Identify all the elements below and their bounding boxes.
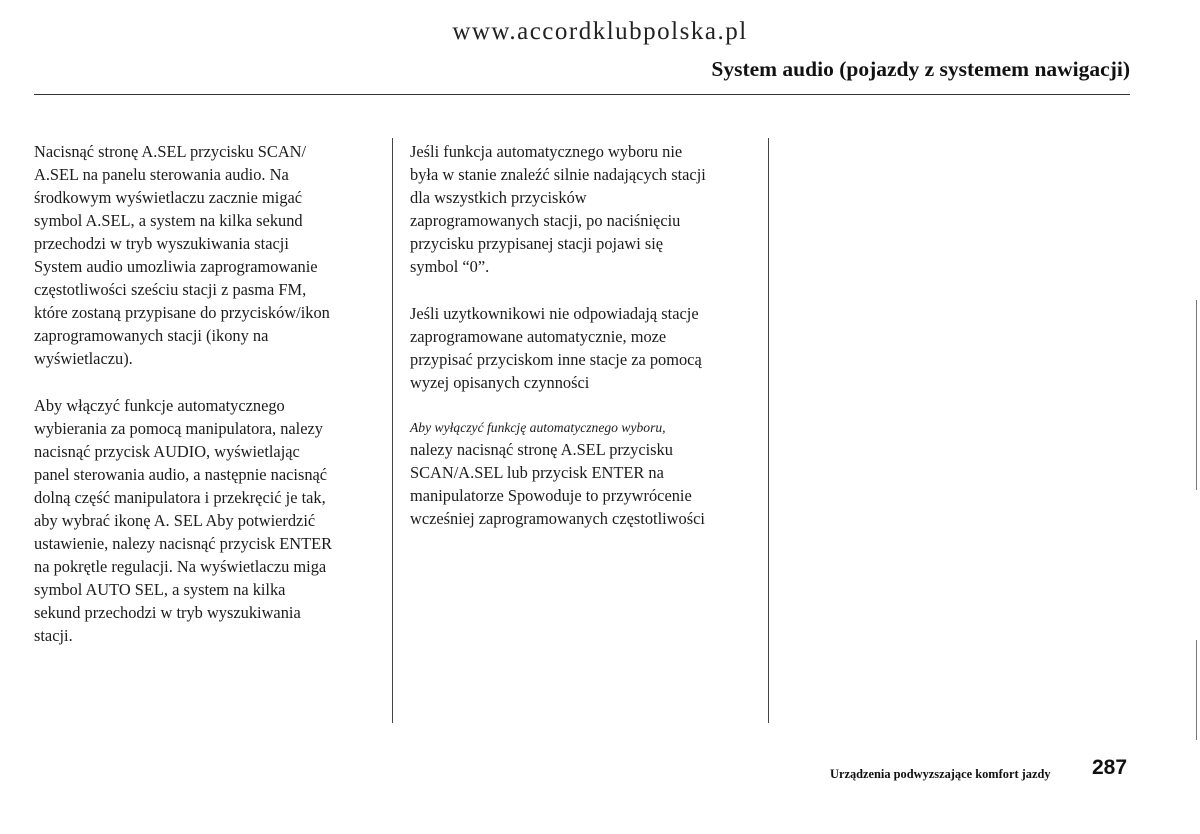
text-line: A.SEL na panelu sterowania audio. Na [34, 165, 289, 184]
title-rule [34, 94, 1130, 95]
page-title: System audio (pojazdy z systemem nawigacji) [711, 57, 1130, 81]
text-line: zaprogramowane automatycznie, moze [410, 327, 667, 346]
paragraph-auto-select-disable [410, 418, 760, 530]
paragraph-no-station-found [410, 140, 760, 278]
text-line: które zostaną przypisane do przycisków/ikon [34, 303, 330, 322]
text-line: symbol AUTO SEL, a system na kilka [34, 580, 286, 599]
text-line: symbol “0”. [410, 257, 490, 276]
text-line: dla wszystkich przycisków [410, 188, 587, 207]
text-line: wybierania za pomocą manipulatora, nalezy [34, 419, 323, 438]
italic-lead-text: Aby wyłączyć funkcję automatycznego wyboru, [410, 420, 666, 435]
text-line: symbol A.SEL, a system na kilka sekund [34, 211, 303, 230]
text-line: Jeśli uzytkownikowi nie odpowiadają stacje [410, 304, 699, 323]
paragraph-manual-presets [410, 302, 760, 394]
column-divider-left [392, 138, 393, 723]
page-edge-mark [1196, 300, 1197, 490]
page-number: 287 [1092, 756, 1128, 779]
text-line: System audio umozliwia zaprogramowanie [34, 257, 318, 276]
text-line: wyświetlaczu). [34, 349, 133, 368]
watermark-url: www.accordklubpolska.pl [452, 18, 748, 45]
text-line: przycisku przypisanej stacji pojawi się [410, 234, 664, 253]
text-line: panel sterowania audio, a następnie nacisnąć [34, 465, 328, 484]
text-line: zaprogramowanych stacji, po naciśnięciu [410, 211, 681, 230]
page-edge-mark [1196, 640, 1197, 740]
text-line: stacji. [34, 626, 73, 645]
text-line: ustawienie, nalezy nacisnąć przycisk ENTER [34, 534, 333, 553]
text-line: aby wybrać ikonę A. SEL Aby potwierdzić [34, 511, 316, 530]
text-line: przechodzi w tryb wyszukiwania stacji [34, 234, 289, 253]
text-line: nalezy nacisnąć stronę A.SEL przycisku [410, 440, 673, 459]
text-line: sekund przechodzi w tryb wyszukiwania [34, 603, 301, 622]
paragraph-scan-instructions [34, 140, 384, 370]
text-line: wcześniej zaprogramowanych częstotliwości [410, 509, 705, 528]
text-line: SCAN/A.SEL lub przycisk ENTER na [410, 463, 664, 482]
text-line: wyzej opisanych czynności [410, 373, 590, 392]
column-divider-right [768, 138, 769, 723]
text-line: na pokrętle regulacji. Na wyświetlaczu miga [34, 557, 327, 576]
text-line: manipulatorze Spowoduje to przywrócenie [410, 486, 692, 505]
text-line: dolną część manipulatora i przekręcić je tak, [34, 488, 326, 507]
text-line: przypisać przyciskom inne stacje za pomocą [410, 350, 702, 369]
footer-section-title: Urządzenia podwyzszające komfort jazdy [830, 767, 1051, 781]
text-line: środkowym wyświetlaczu zacznie migać [34, 188, 303, 207]
text-line: Jeśli funkcja automatycznego wyboru nie [410, 142, 683, 161]
paragraph-auto-select-enable [34, 394, 384, 647]
text-line: była w stanie znaleźć silnie nadających stacji [410, 165, 706, 184]
text-column-2 [410, 140, 760, 554]
text-line: Aby włączyć funkcje automatycznego [34, 396, 285, 415]
text-line: nacisnąć przycisk AUDIO, wyświetlając [34, 442, 300, 461]
text-line: Nacisnąć stronę A.SEL przycisku SCAN/ [34, 142, 307, 161]
text-line: częstotliwości sześciu stacji z pasma FM, [34, 280, 307, 299]
text-column-1 [34, 140, 384, 671]
text-line: zaprogramowanych stacji (ikony na [34, 326, 269, 345]
